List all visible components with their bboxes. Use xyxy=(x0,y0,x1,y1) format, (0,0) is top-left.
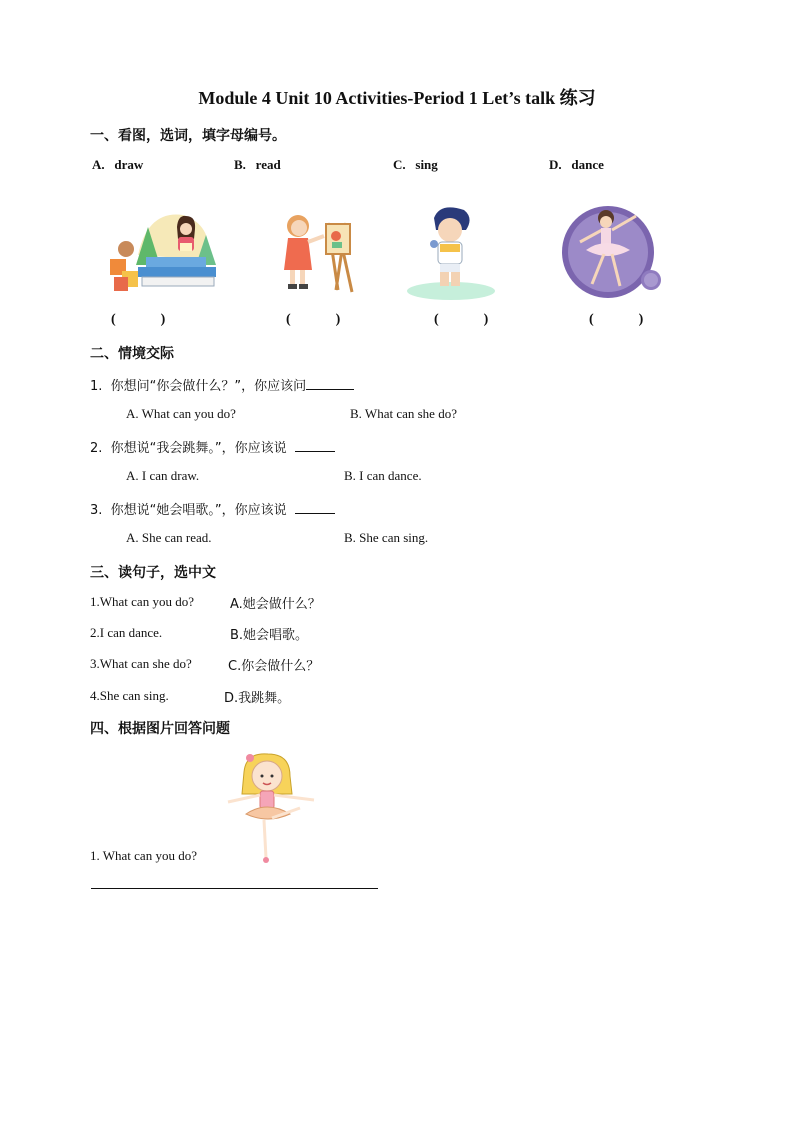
answer-blank[interactable] xyxy=(295,513,335,514)
question-2-1: 1. 你想问“你会做什么？”，你应该问 xyxy=(90,375,354,394)
answer-bracket-4[interactable]: ( ) xyxy=(589,312,644,327)
match-zh-4: D.我跳舞。 xyxy=(224,691,291,706)
section4-question: 1. What can you do? xyxy=(90,848,197,863)
answer-bracket-3[interactable]: ( ) xyxy=(434,312,489,327)
match-zh-2: B.她会唱歌。 xyxy=(230,628,309,643)
match-en-4: 4.She can sing. xyxy=(90,688,169,703)
option-d: D. dance xyxy=(549,157,604,172)
choice-2-3-b: B. She can sing. xyxy=(344,530,429,545)
question-2-2: 2. 你想说“我会跳舞。”，你应该说 xyxy=(90,437,335,456)
singing-boy-image xyxy=(404,204,498,304)
option-a: A. draw xyxy=(92,157,144,172)
option-c: C. sing xyxy=(393,157,438,172)
choice-2-3-a: A. She can read. xyxy=(126,530,212,545)
choice-2-2-a: A. I can draw. xyxy=(126,468,200,483)
answer-line[interactable] xyxy=(91,888,378,889)
section4-heading: 四、根据图片回答问题 xyxy=(90,721,230,737)
page-title: Module 4 Unit 10 Activities-Period 1 Let’s talk 练习 xyxy=(198,88,596,108)
match-en-2: 2.I can dance. xyxy=(90,625,163,640)
choice-2-2-b: B. I can dance. xyxy=(344,468,422,483)
reading-girl-image xyxy=(108,205,220,297)
answer-blank[interactable] xyxy=(295,451,335,452)
match-zh-3: C.你会做什么？ xyxy=(228,659,320,674)
ballet-girl-image xyxy=(222,750,318,864)
section1-heading: 一、看图，选词，填字母编号。 xyxy=(90,128,286,144)
section3-heading: 三、读句子，选中文 xyxy=(90,565,216,581)
drawing-girl-image xyxy=(278,208,358,296)
answer-blank[interactable] xyxy=(306,389,354,390)
match-en-1: 1.What can you do? xyxy=(90,594,194,609)
option-b: B. read xyxy=(234,157,281,172)
answer-bracket-2[interactable]: ( ) xyxy=(286,312,341,327)
match-zh-1: A.她会做什么？ xyxy=(230,597,321,612)
dancing-ballerina-image xyxy=(556,204,664,298)
answer-bracket-1[interactable]: ( ) xyxy=(111,312,166,327)
section2-heading: 二、情境交际 xyxy=(90,346,174,362)
choice-2-1-a: A. What can you do? xyxy=(126,406,236,421)
question-2-3: 3. 你想说“她会唱歌。”，你应该说 xyxy=(90,499,335,518)
choice-2-1-b: B. What can she do? xyxy=(350,406,457,421)
match-en-3: 3.What can she do? xyxy=(90,656,192,671)
